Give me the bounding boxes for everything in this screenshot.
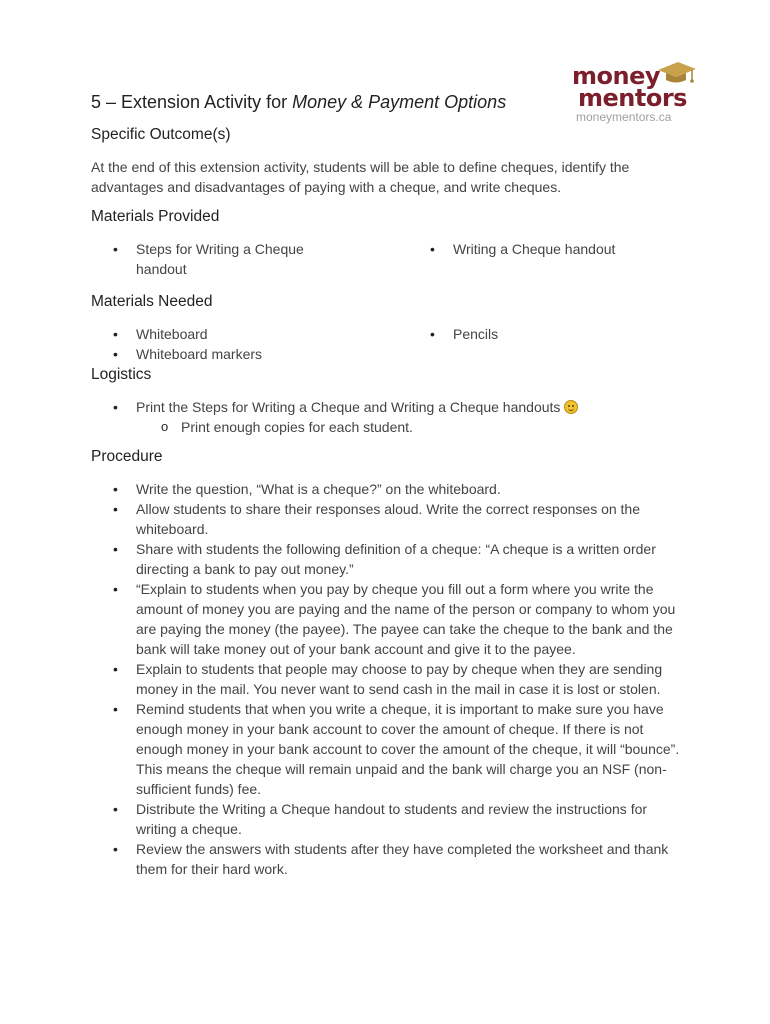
list-subitem: o Print enough copies for each student. (136, 417, 711, 437)
list-item: • Explain to students that people may choose to pay by cheque when they are sending money in the mail. You never want to send cash in the mail in case it is lost or stolen. (91, 659, 691, 699)
list-item: • Review the answers with students after they have completed the worksheet and thank them for their hard work. (91, 839, 691, 879)
logo-url: moneymentors.ca (576, 110, 672, 124)
procedure-heading: Procedure (91, 448, 163, 465)
logo-word-mentors: mentors (578, 84, 687, 112)
graduation-cap-icon (656, 60, 696, 86)
list-item: • Write the question, “What is a cheque?” on the whiteboard. (91, 479, 691, 499)
materials-provided-list-left (91, 239, 316, 279)
list-item (91, 397, 711, 437)
logistics-heading: Logistics (91, 366, 152, 383)
logistics-sublist (136, 417, 711, 437)
list-item: • Whiteboard (91, 324, 391, 344)
logistics-item-text: Print the Steps for Writing a Cheque and Writing a Cheque handouts (136, 399, 561, 415)
title-prefix: 5 – Extension Activity for (91, 92, 293, 112)
list-item: • Distribute the Writing a Cheque handout to students and review the instructions for writing a cheque. (91, 799, 691, 839)
smiley-face-icon (564, 400, 578, 414)
list-item: • Writing a Cheque handout (408, 239, 708, 259)
logo-word-money: money (572, 62, 661, 90)
outcomes-text: At the end of this extension activity, students will be able to define cheques, identify the advantages and disadvantages of paying with a cheque, and write cheques. (91, 159, 630, 195)
list-item: • “Explain to students when you pay by cheque you fill out a form where you write the amount of money you are paying and the name of the person or company to whom you are paying the money (the payee). The payee can take the cheque to the bank and the bank will take money out of your bank account and give it to the payee. (91, 579, 691, 659)
money-mentors-logo (570, 60, 700, 130)
list-item: • Remind students that when you write a cheque, it is important to make sure you have enough money in your bank account to cover the amount of cheque. If there is not enough money in your bank account to cover the amount of the cheque, it will “bounce”. This means the cheque will remain unpaid and the bank will charge you an NSF (non-sufficient funds) fee. (91, 699, 691, 799)
procedure-list (91, 479, 691, 879)
title-topic: Money & Payment Options (292, 92, 507, 112)
materials-needed-list-right (408, 324, 708, 344)
list-item: • Steps for Writing a Cheque handout (91, 239, 316, 279)
list-item: • Pencils (408, 324, 708, 344)
materials-needed-heading: Materials Needed (91, 293, 213, 310)
list-item: • Allow students to share their responses aloud. Write the correct responses on the whiteboard. (91, 499, 691, 539)
logistics-list (91, 397, 711, 437)
list-item: • Whiteboard markers (91, 344, 391, 364)
outcomes-heading: Specific Outcome(s) (91, 126, 231, 143)
materials-provided-heading: Materials Provided (91, 208, 220, 225)
materials-provided-list-right (408, 239, 708, 259)
materials-needed-list-left (91, 324, 391, 364)
page-title (91, 92, 506, 113)
list-item: • Share with students the following definition of a cheque: “A cheque is a written order directing a bank to pay out money.” (91, 539, 691, 579)
